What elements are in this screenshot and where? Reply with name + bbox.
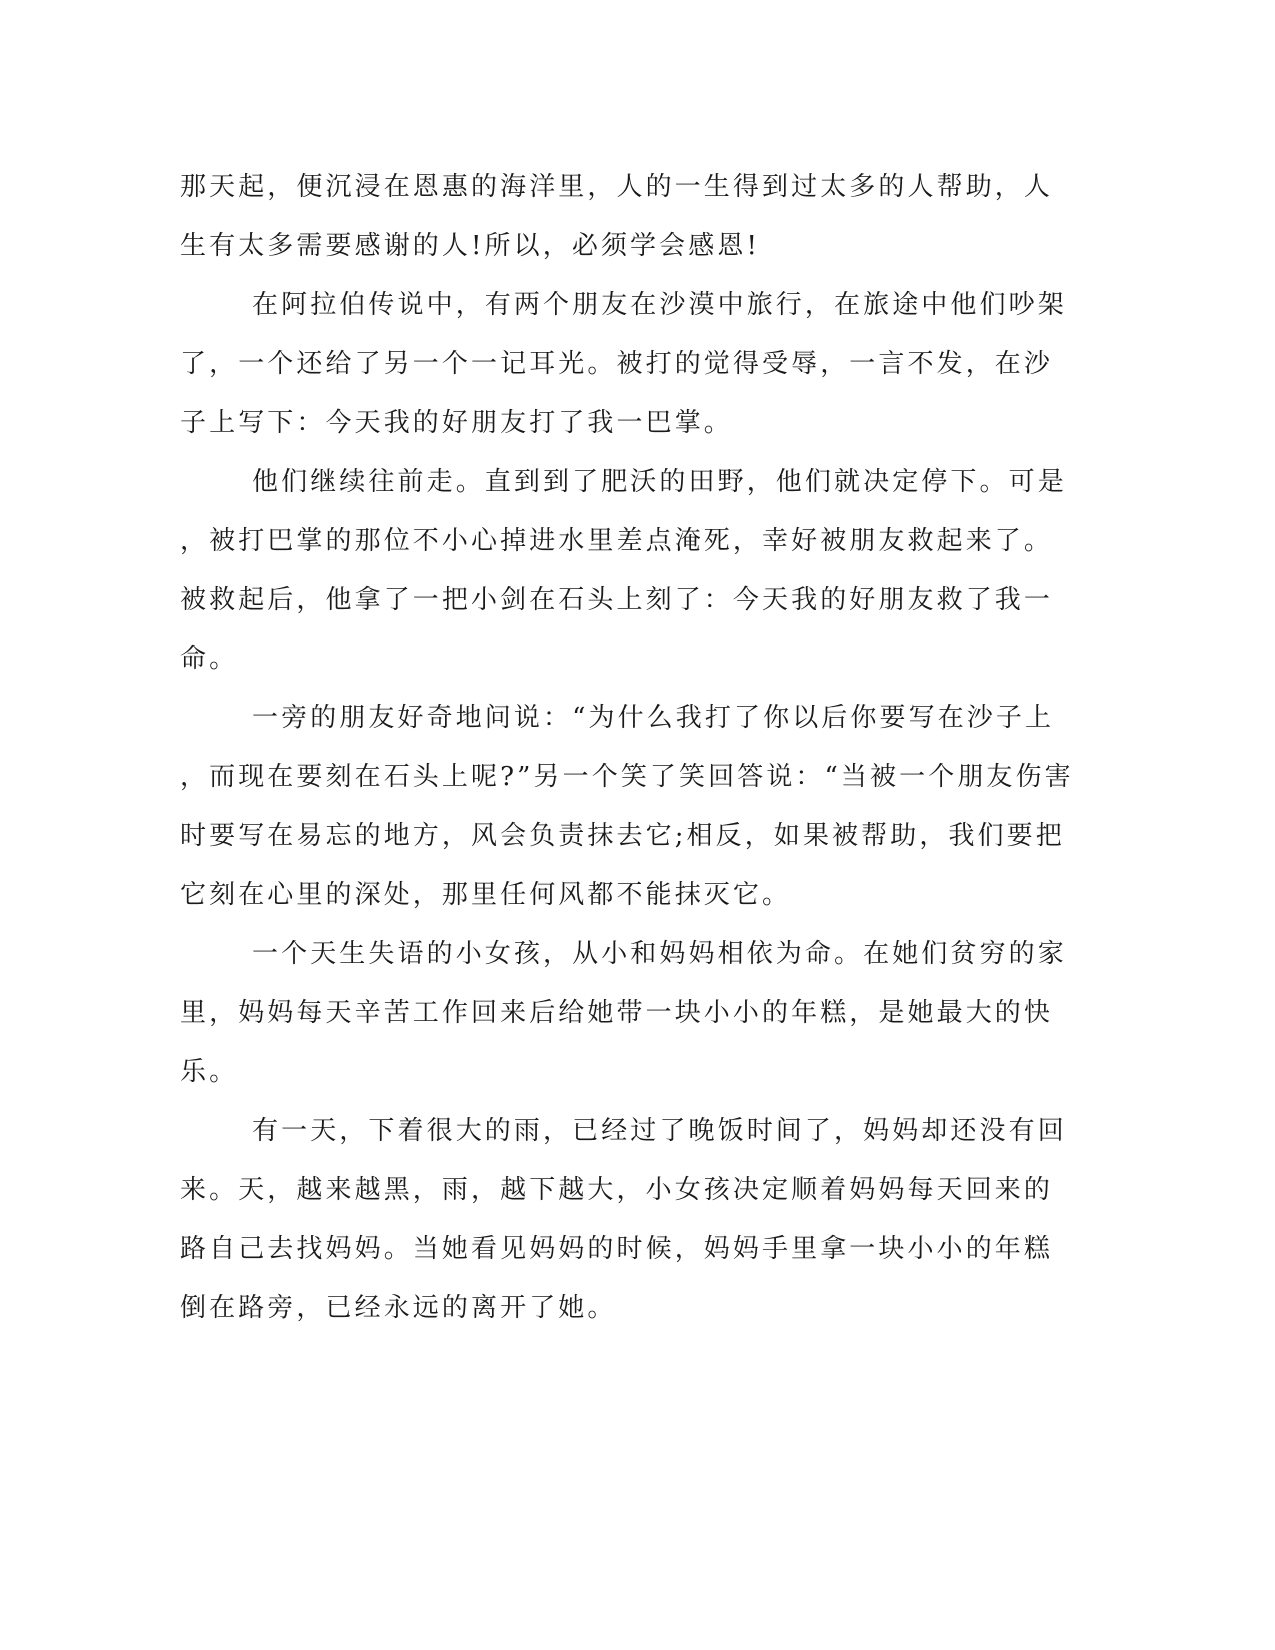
paragraph-5 [180,925,1067,1102]
paragraph-2 [180,276,1067,453]
text-line: 一旁的朋友好奇地问说：“为什么我打了你以后你要写在沙子上 [252,703,1055,733]
text-line: 一个天生失语的小女孩，从小和妈妈相依为命。在她们贫穷的家 [252,939,1067,969]
text-line: 那天起，便沉浸在恩惠的海洋里，人的一生得到过太多的人帮助，人 [180,172,1054,202]
paragraph-6 [180,1102,1067,1338]
paragraph-4 [180,689,1074,925]
text-line: 在阿拉伯传说中，有两个朋友在沙漠中旅行，在旅途中他们吵架 [252,290,1067,320]
text-line: 乐。 [180,1057,239,1087]
text-line: 路自己去找妈妈。当她看见妈妈的时候，妈妈手里拿一块小小的年糕 [180,1234,1054,1264]
text-line: 生有太多需要感谢的人!所以，必须学会感恩! [180,231,760,261]
text-line: 他们继续往前走。直到到了肥沃的田野，他们就决定停下。可是 [252,467,1067,497]
text-line: 它刻在心里的深处，那里任何风都不能抹灭它。 [180,880,792,910]
document-body [180,158,1074,1338]
paragraph-3 [180,453,1067,689]
text-line: 里，妈妈每天辛苦工作回来后给她带一块小小的年糕，是她最大的快 [180,998,1054,1028]
paragraph-1 [180,158,1054,276]
text-line: 了，一个还给了另一个一记耳光。被打的觉得受辱，一言不发，在沙 [180,349,1054,379]
text-line: ，被打巴掌的那位不小心掉进水里差点淹死，幸好被朋友救起来了。 [180,526,1054,556]
text-line: ，而现在要刻在石头上呢?”另一个笑了笑回答说：“当被一个朋友伤害 [180,762,1074,792]
text-line: 被救起后，他拿了一把小剑在石头上刻了：今天我的好朋友救了我一 [180,585,1054,615]
text-line: 有一天，下着很大的雨，已经过了晚饭时间了，妈妈却还没有回 [252,1116,1067,1146]
text-line: 倒在路旁，已经永远的离开了她。 [180,1293,617,1323]
text-line: 时要写在易忘的地方，风会负责抹去它;相反，如果被帮助，我们要把 [180,821,1065,851]
text-line: 子上写下：今天我的好朋友打了我一巴掌。 [180,408,733,438]
text-line: 来。天，越来越黑，雨，越下越大，小女孩决定顺着妈妈每天回来的 [180,1175,1054,1205]
text-line: 命。 [180,644,239,674]
